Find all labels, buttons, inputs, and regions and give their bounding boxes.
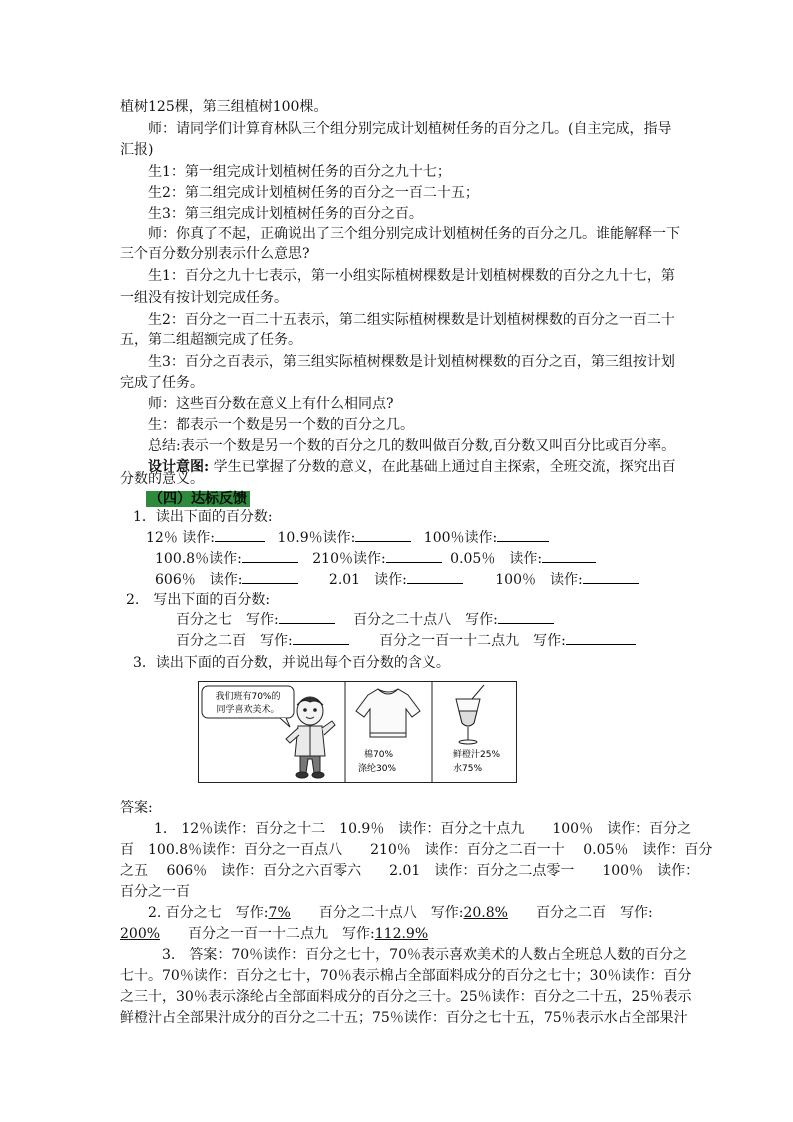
answer-blank bbox=[566, 631, 636, 645]
answer-blank bbox=[279, 610, 335, 624]
answer-2-text: 2. 百分之七 写作: bbox=[148, 905, 269, 921]
question-2: 2. 写出下面的百分数: bbox=[126, 592, 271, 608]
answer-3-line: 3. 答案：70％读作：百分之七十，70％表示喜欢美术的人数占全班总人数的百分之 bbox=[162, 947, 687, 963]
q1-item: 606％ 读作: bbox=[155, 572, 243, 588]
answer-1-line: 百 100.8％读作：百分之一百点八 210％ 读作：百分之二百一十 0.05％ 读作：百分 bbox=[120, 842, 713, 858]
answer-blank bbox=[355, 528, 411, 542]
q1-item: 100.8％读作: bbox=[155, 551, 242, 567]
q1-row-2 bbox=[155, 549, 596, 569]
text-line: 分数的意义。 bbox=[120, 471, 204, 487]
answer-2-text: 百分之二十点八 写作: bbox=[290, 905, 464, 921]
answer-blank bbox=[215, 528, 265, 542]
text-line: 生2：百分之一百二十五表示，第二组实际植树棵数是计划植树棵数的百分之一百二十 bbox=[148, 312, 675, 328]
q1-item: 100％读作: bbox=[423, 530, 498, 546]
juice-label-water: 水75% bbox=[453, 764, 483, 774]
design-intent-label: 设计意图: bbox=[148, 459, 210, 475]
q1-item: 0.05％ 读作: bbox=[450, 551, 543, 567]
answer-2-value: 200% bbox=[120, 926, 161, 942]
text-line: 三个百分数分别表示什么意思? bbox=[120, 246, 310, 262]
bubble-text-1: 我们班有70%的 bbox=[215, 692, 281, 702]
percent-illustration bbox=[198, 681, 517, 783]
answer-blank bbox=[242, 570, 298, 584]
answer-blank bbox=[293, 631, 349, 645]
answer-2-text: 百分之二百 写作: bbox=[507, 905, 653, 921]
bubble-text-2: 同学喜欢美术。 bbox=[216, 705, 280, 715]
text-line: 生3：第三组完成计划植树任务的百分之百。 bbox=[148, 206, 423, 222]
answer-3-line: 鲜橙汁占全部果汁成分的百分之二十五；75％读作：百分之七十五，75％表示水占全部果汁 bbox=[120, 1010, 688, 1026]
answer-blank bbox=[386, 549, 442, 563]
answer-blank bbox=[407, 570, 463, 584]
answer-blank bbox=[542, 549, 596, 563]
answer-2-line bbox=[148, 903, 653, 923]
text-line: 师：这些百分数在意义上有什么相同点? bbox=[148, 396, 394, 412]
answer-2-text: 百分之一百一十二点九 写作: bbox=[160, 926, 375, 942]
answer-blank bbox=[498, 610, 554, 624]
text-line: 生3：百分之百表示，第三组实际植树棵数是计划植树棵数的百分之百，第三组按计划 bbox=[148, 354, 675, 370]
text-line: 一组没有按计划完成任务。 bbox=[120, 290, 288, 306]
section-heading bbox=[146, 489, 250, 509]
q2-item: 百分之七 写作: bbox=[176, 612, 279, 628]
answer-1-line: 百分之一百 bbox=[120, 884, 190, 900]
text-line: 完成了任务。 bbox=[120, 375, 204, 391]
text-line: 师：请同学们计算育林队三个组分别完成计划植树任务的百分之几。(自主完成，指导 bbox=[148, 121, 672, 137]
q2-row-2 bbox=[176, 631, 636, 651]
answer-blank bbox=[497, 528, 549, 542]
answer-2-value: 20.8% bbox=[463, 905, 508, 921]
question-1: 1．读出下面的百分数: bbox=[133, 509, 273, 525]
answer-3-line: 之三十，30％表示涤纶占全部面料成分的百分之三十。25％读作：百分之二十五，25％表示 bbox=[120, 989, 692, 1005]
text-line: 汇报) bbox=[120, 142, 154, 158]
text-line: 生：都表示一个数是另一个数的百分之几。 bbox=[148, 417, 414, 433]
q2-row-1 bbox=[176, 610, 554, 630]
q1-row-1 bbox=[146, 528, 549, 548]
section-heading-label: （四）达标反馈 bbox=[146, 491, 250, 507]
q1-item: 12％ 读作: bbox=[146, 530, 215, 546]
text-line: 五，第二组超额完成了任务。 bbox=[120, 332, 302, 348]
q2-item: 百分之二十点八 写作: bbox=[353, 612, 498, 628]
q1-item: 100％ 读作: bbox=[495, 572, 583, 588]
q2-item: 百分之二百 写作: bbox=[176, 633, 293, 649]
summary-line: 总结:表示一个数是另一个数的百分之几的数叫做百分数,百分数又叫百分比或百分率。 bbox=[148, 438, 676, 454]
answer-1-line: 之五 606％ 读作：百分之六百零六 2.01 读作：百分之二点零一 100％ 读作： bbox=[120, 863, 700, 879]
text-line: 师：你真了不起，正确说出了三个组分别完成计划植树任务的百分之几。谁能解释一下 bbox=[148, 226, 680, 242]
q1-item: 210％读作: bbox=[312, 551, 386, 567]
sweater-label-polyester: 涤纶30% bbox=[358, 764, 397, 774]
sweater-label-cotton: 棉70% bbox=[364, 750, 394, 760]
answer-2-value: 112.9% bbox=[374, 926, 429, 942]
q1-item: 10.9％读作: bbox=[277, 530, 356, 546]
answer-label: 答案: bbox=[120, 800, 153, 816]
answer-blank bbox=[583, 570, 639, 584]
q2-item: 百分之一百一十二点九 写作: bbox=[379, 633, 566, 649]
answer-blank bbox=[242, 549, 298, 563]
answer-1-line: 1． 12％读作：百分之十二 10.9％ 读作：百分之十点九 100％ 读作：百分之 bbox=[154, 821, 692, 837]
text-line: 生1：第一组完成计划植树任务的百分之九十七； bbox=[148, 164, 451, 180]
q1-item: 2.01 读作: bbox=[328, 572, 407, 588]
juice-label-orange: 鲜橙汁25% bbox=[453, 750, 501, 760]
q1-row-3 bbox=[155, 570, 639, 590]
answer-2-value: 7% bbox=[268, 905, 291, 921]
answer-3-line: 七十。70％读作：百分之七十，70％表示棉占全部面料成分的百分之七十；30％读作：百分 bbox=[120, 968, 692, 984]
design-intent-line bbox=[148, 457, 676, 477]
design-intent-text: 学生已掌握了分数的意义，在此基础上通过自主探索，全班交流，探究出百 bbox=[209, 459, 676, 475]
text-line: 植树125棵，第三组植树100棵。 bbox=[120, 99, 328, 115]
text-line: 生2：第二组完成计划植树任务的百分之一百二十五； bbox=[148, 185, 479, 201]
question-3: 3．读出下面的百分数，并说出每个百分数的含义。 bbox=[133, 655, 450, 671]
text-line: 生1：百分之九十七表示，第一小组实际植树棵数是计划植树棵数的百分之九十七，第 bbox=[148, 268, 675, 284]
answer-2-line bbox=[120, 924, 428, 944]
